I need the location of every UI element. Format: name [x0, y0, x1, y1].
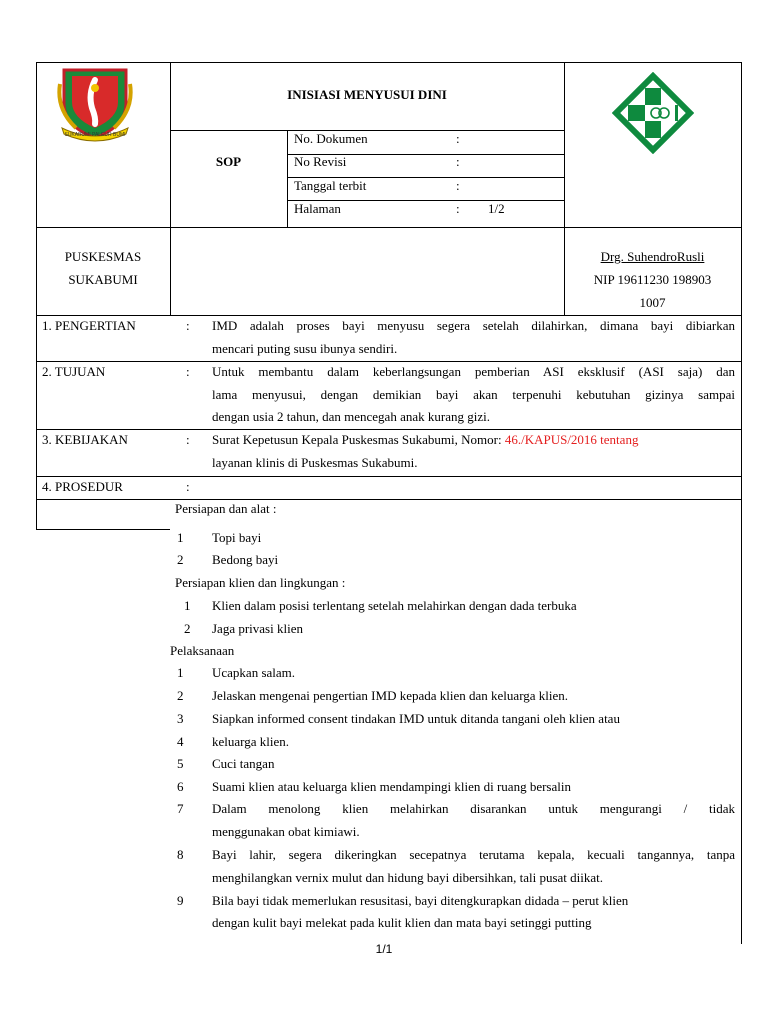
section-label-kebijakan: 3. KEBIJAKAN — [42, 432, 128, 447]
list-number: 2 — [184, 621, 191, 636]
signer-nip-line1: NIP 19611230 198903 — [593, 272, 712, 287]
persiapan-alat-heading: Persiapan dan alat : — [175, 501, 277, 516]
list-number: 9 — [177, 893, 184, 908]
list-number: 4 — [177, 734, 184, 749]
header-top-border — [36, 62, 742, 63]
list-number: 5 — [177, 756, 184, 771]
list-item-text: Dalam menolong klien melahirkan disarankan untuk mengurangi / tidak — [212, 801, 735, 816]
pelaksanaan-heading: Pelaksanaan — [170, 643, 235, 658]
label-col-bottom-line — [36, 529, 170, 530]
list-item-text: Bedong bayi — [212, 552, 279, 567]
field-value-halaman: 1/2 — [488, 201, 505, 216]
list-number: 7 — [177, 801, 184, 816]
field-colon: : — [456, 154, 460, 169]
right-border — [741, 62, 742, 500]
section-divider-3 — [36, 476, 742, 477]
emblem-icon — [52, 64, 138, 144]
list-item-text: Topi bayi — [212, 530, 262, 545]
kebijakan-line2: layanan klinis di Puskesmas Sukabumi. — [212, 455, 418, 470]
section-label-tujuan: 2. TUJUAN — [42, 364, 106, 379]
sop-label: SOP — [215, 154, 242, 169]
tujuan-line3: dengan usia 2 tahun, dan mencegah anak kurang gizi. — [212, 409, 490, 424]
signer-name: Drg. SuhendroRusli — [600, 249, 705, 264]
kebijakan-text: Surat Kepetusun Kepala Puskesmas Sukabumi, Nomor: — [212, 432, 505, 447]
section-divider-4 — [36, 499, 742, 500]
field-colon: : — [456, 178, 460, 193]
persiapan-klien-heading: Persiapan klien dan lingkungan : — [175, 575, 346, 590]
org-name-line2: SUKABUMI — [68, 272, 138, 287]
list-item-text-continued: menghilangkan vernix mulut dan hidung bayi dibersihkan, tali pusat diikat. — [212, 870, 604, 885]
org-name-line1: PUSKESMAS — [64, 249, 142, 264]
list-number: 8 — [177, 847, 184, 862]
section-colon: : — [186, 364, 190, 379]
right-border-lower — [741, 499, 742, 944]
pengertian-line1: IMD adalah proses bayi menyusu segera setelah dilahirkan, dimana bayi dibiarkan — [212, 318, 735, 333]
list-item-text: Bila bayi tidak memerlukan resusitasi, bayi ditengkurapkan didada – perut klien — [212, 893, 629, 908]
svg-text:SUKABUMI PALEUR BUMI: SUKABUMI PALEUR BUMI — [64, 132, 126, 138]
list-item-text: Bayi lahir, segera dikeringkan secepatnya terutama kepala, kecuali tangannya, tanpa — [212, 847, 735, 862]
header-bottom-border — [36, 315, 742, 316]
section-label-pengertian: 1. PENGERTIAN — [42, 318, 136, 333]
tujuan-line1: Untuk membantu dalam keberlangsungan pemberian ASI eksklusif (ASI saja) dan — [212, 364, 735, 379]
field-colon: : — [456, 131, 460, 146]
list-number: 3 — [177, 711, 184, 726]
section-divider-1 — [36, 361, 742, 362]
list-number: 1 — [184, 598, 191, 613]
field-label-tanggal-terbit: Tanggal terbit — [294, 178, 367, 193]
field-label-no-dokumen: No. Dokumen — [294, 131, 368, 146]
section-colon: : — [186, 318, 190, 333]
list-item-text: Suami klien atau keluarga klien mendampingi klien di ruang bersalin — [212, 779, 571, 794]
list-item-text: Klien dalam posisi terlentang setelah melahirkan dengan dada terbuka — [212, 598, 577, 613]
list-number: 6 — [177, 779, 184, 794]
list-number: 2 — [177, 552, 184, 567]
kebijakan-decree-number: 46./KAPUS/2016 tentang — [504, 432, 639, 447]
section-colon: : — [186, 432, 190, 447]
tujuan-line2: lama menyusui, dengan demikian bayi akan terpenuhi kebutuhan gizinya sampai — [212, 387, 735, 402]
page-indicator: 1/1 — [375, 942, 393, 956]
puskesmas-logo — [612, 72, 694, 154]
list-item-text: Cuci tangan — [212, 756, 275, 771]
list-item-text: Jelaskan mengenai pengertian IMD kepada klien dan keluarga klien. — [212, 688, 569, 703]
header-middle-border — [36, 227, 742, 228]
list-number: 2 — [177, 688, 184, 703]
list-number: 1 — [177, 665, 184, 680]
pengertian-line2: mencari puting susu ibunya sendiri. — [212, 341, 398, 356]
section-colon: : — [186, 479, 190, 494]
sop-col-divider — [287, 130, 288, 227]
puskesmas-icon — [612, 72, 694, 154]
list-item-text: Siapkan informed consent tindakan IMD untuk ditanda tangani oleh klien atau — [212, 711, 620, 726]
list-item-text-continued: menggunakan obat kimiawi. — [212, 824, 360, 839]
field-label-no-revisi: No Revisi — [294, 154, 347, 169]
list-item-text: keluarga klien. — [212, 734, 290, 749]
list-item-text-continued: dengan kulit bayi melekat pada kulit klien dan mata bayi setinggi putting — [212, 915, 592, 930]
list-number: 1 — [177, 530, 184, 545]
list-item-text: Jaga privasi klien — [212, 621, 303, 636]
section-divider-2 — [36, 429, 742, 430]
left-border-lower — [36, 499, 37, 529]
field-label-halaman: Halaman — [294, 201, 341, 216]
sukabumi-city-emblem — [52, 64, 138, 144]
signer-nip-line2: 1007 — [639, 295, 666, 310]
field-colon: : — [456, 201, 460, 216]
kebijakan-line1 — [212, 432, 638, 448]
section-label-prosedur: 4. PROSEDUR — [42, 479, 123, 494]
list-item-text: Ucapkan salam. — [212, 665, 296, 680]
document-title: INISIASI MENYUSUI DINI — [287, 87, 447, 102]
